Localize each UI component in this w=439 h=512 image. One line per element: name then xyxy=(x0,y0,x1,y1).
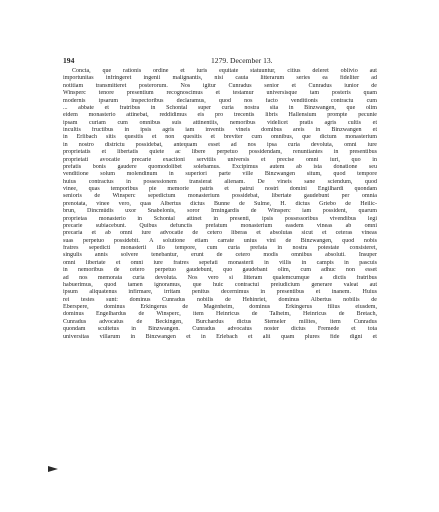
text-line: venditione solum molendinum in superiori parte ville Binzwangen situm, quod tempore xyxy=(63,171,377,178)
page-heading: 1279. December 13. xyxy=(211,56,273,65)
text-line: Cunradus advocatus de Beckingen, Burchardus dictus Stemeler milites, item Cunradus xyxy=(63,318,377,325)
text-line: Eberspere, dominus Erkingerus de Magénheim, dominus Erkingerus filius eiusdem, xyxy=(63,304,377,310)
text-line: eidem monasterio attinebat, reddidimus eis pro trecentis libris Hallensium prompte pecunie xyxy=(63,112,377,119)
text-line: Winsperc tenore presentium recognoscimus et testamur universisque tam posteris quam xyxy=(63,90,377,97)
text-line: in Erlibach sitis quesitis et non quesitis et breviter cum omnibus, que dictum monasterium xyxy=(63,134,377,141)
text-line: Concta, que rationis ordine et iuris equitate statuuntur, citius deleret oblivio aut xyxy=(72,68,377,74)
text-line: ad nos memorata curia devoluta. Nos vero si litteram qualemcumque a dictis fratribus xyxy=(63,274,377,281)
text-line: rei testes sunt: dominus Cunradus nobilis de Hehinriet, dominus Albertus nobilis de xyxy=(63,296,377,303)
body-text xyxy=(63,68,377,341)
text-line: prenotata, vinee vero, quas Albertus dictus Bunne de Sulme, H. dictus Griebo de Heilic- xyxy=(63,200,377,207)
text-line: incultis fructibus in ipsis agris iam inventis vineis domibus areis in Binzwangen et xyxy=(63,127,377,133)
page-header xyxy=(63,55,377,66)
text-line: notitiam transmitteret posterorum. Nos igitur Cunradus senior et Cunradus iunior de xyxy=(63,82,377,89)
text-line: dominus Engelhardus de Winsperc, item Heinricus de Talheim, Heinricus de Bretach, xyxy=(63,311,377,318)
text-line: fratres sepedicti monasterii illo tempore, cum curia prefata in nostra potestate consisteret, xyxy=(63,245,377,251)
text-line: vinee, quas temporibus pie memorie patris et patrui nostri domini Engilhardi quondam xyxy=(63,186,377,192)
text-line: omni libertate et omni iure fratres sepefati monasterii in villis in campis in pascuis xyxy=(63,259,377,266)
page-number: 194 xyxy=(63,56,75,65)
text-line: universitas villarum in Binzwangen et in Erlebach et alii quam plures fide digni et xyxy=(63,333,377,340)
text-line: ipsam curiam cum omnibus suis attinentiis, nemoribus videlicet pratis agris cultis et xyxy=(63,119,377,126)
text-line: modernis ipsarum inspectoribus declaramus, quod nos facto venditionis contractu cum xyxy=(63,97,377,104)
margin-mark-icon xyxy=(48,466,58,472)
text-line: brun, Dincmûdis uxor Snabelonis, soror Irmingardis de Winsperc iam possident, quarum xyxy=(63,208,377,215)
text-line: ... abbate et fratribus in Schontal super curia nostra sita in Binzwangen, que olim xyxy=(63,104,377,111)
text-line: habuerimus, quod tamen ignoramus, que huic contractui preiudicium generare valeat aut xyxy=(63,281,377,288)
text-line: precaria et ab omni iure advocatie de cetero liberas et absolutas sicut et ceteras vineas xyxy=(63,230,377,237)
text-line: suas perpetuo possidebit. A solutione etiam carrate unius vini de Binzwangen, quod nobis xyxy=(63,237,377,244)
text-line: huius contractus in possessionem transierat alienam. De vineis sane sciendum, quod xyxy=(63,178,377,185)
text-line: proprietas monasterio in Schontal attinet in presenti, ipsis possessoribus vivendibus legi xyxy=(63,215,377,222)
text-line: prefatis bonis gaudere quomodolibet solebamus. Excipimus autem ab ista donatione seu xyxy=(63,163,377,170)
text-line: ipsum aliquatenus infirmare, irritam penitus decernimus in presentibus et inanem. Huius xyxy=(63,289,377,296)
text-line: proprietati avocatie precarie exactioni servitiis universis et precise omni iuri, quo in xyxy=(63,156,377,163)
text-line: senioris de Winsperc sepedictum monasterium possidebat, libertate gaudebunt per omnia xyxy=(63,193,377,200)
text-line: in nostro districtu possidebat, antequam esset ad nos ipsa curia devoluta, omni iure xyxy=(63,141,377,148)
text-line: precarie subiacebunt. Quibus defunctis prefatum monasterium easdem vineas ab omni xyxy=(63,222,377,229)
text-line: importunitas infringeret ingenii malignantis, nisi cauta litterarum series ea fideliter ad xyxy=(63,75,377,82)
text-line: proprietatis et libertatis quiete ac libere perpetuo possidendam, renuntiantes in presentibus xyxy=(63,149,377,156)
text-line: quondam scultetus in Binzwangen. Cunradus advocatus noster dictus Fremede et tota xyxy=(63,326,377,333)
text-line: in nemoribus de cetero perpetuo gaudebunt, quo gaudebant olim, cum adhuc non esset xyxy=(63,267,377,274)
text-line: singulis annis solvere tenebantur, erunt de cetero modis omnibus absoluti. Insuper xyxy=(63,252,377,259)
